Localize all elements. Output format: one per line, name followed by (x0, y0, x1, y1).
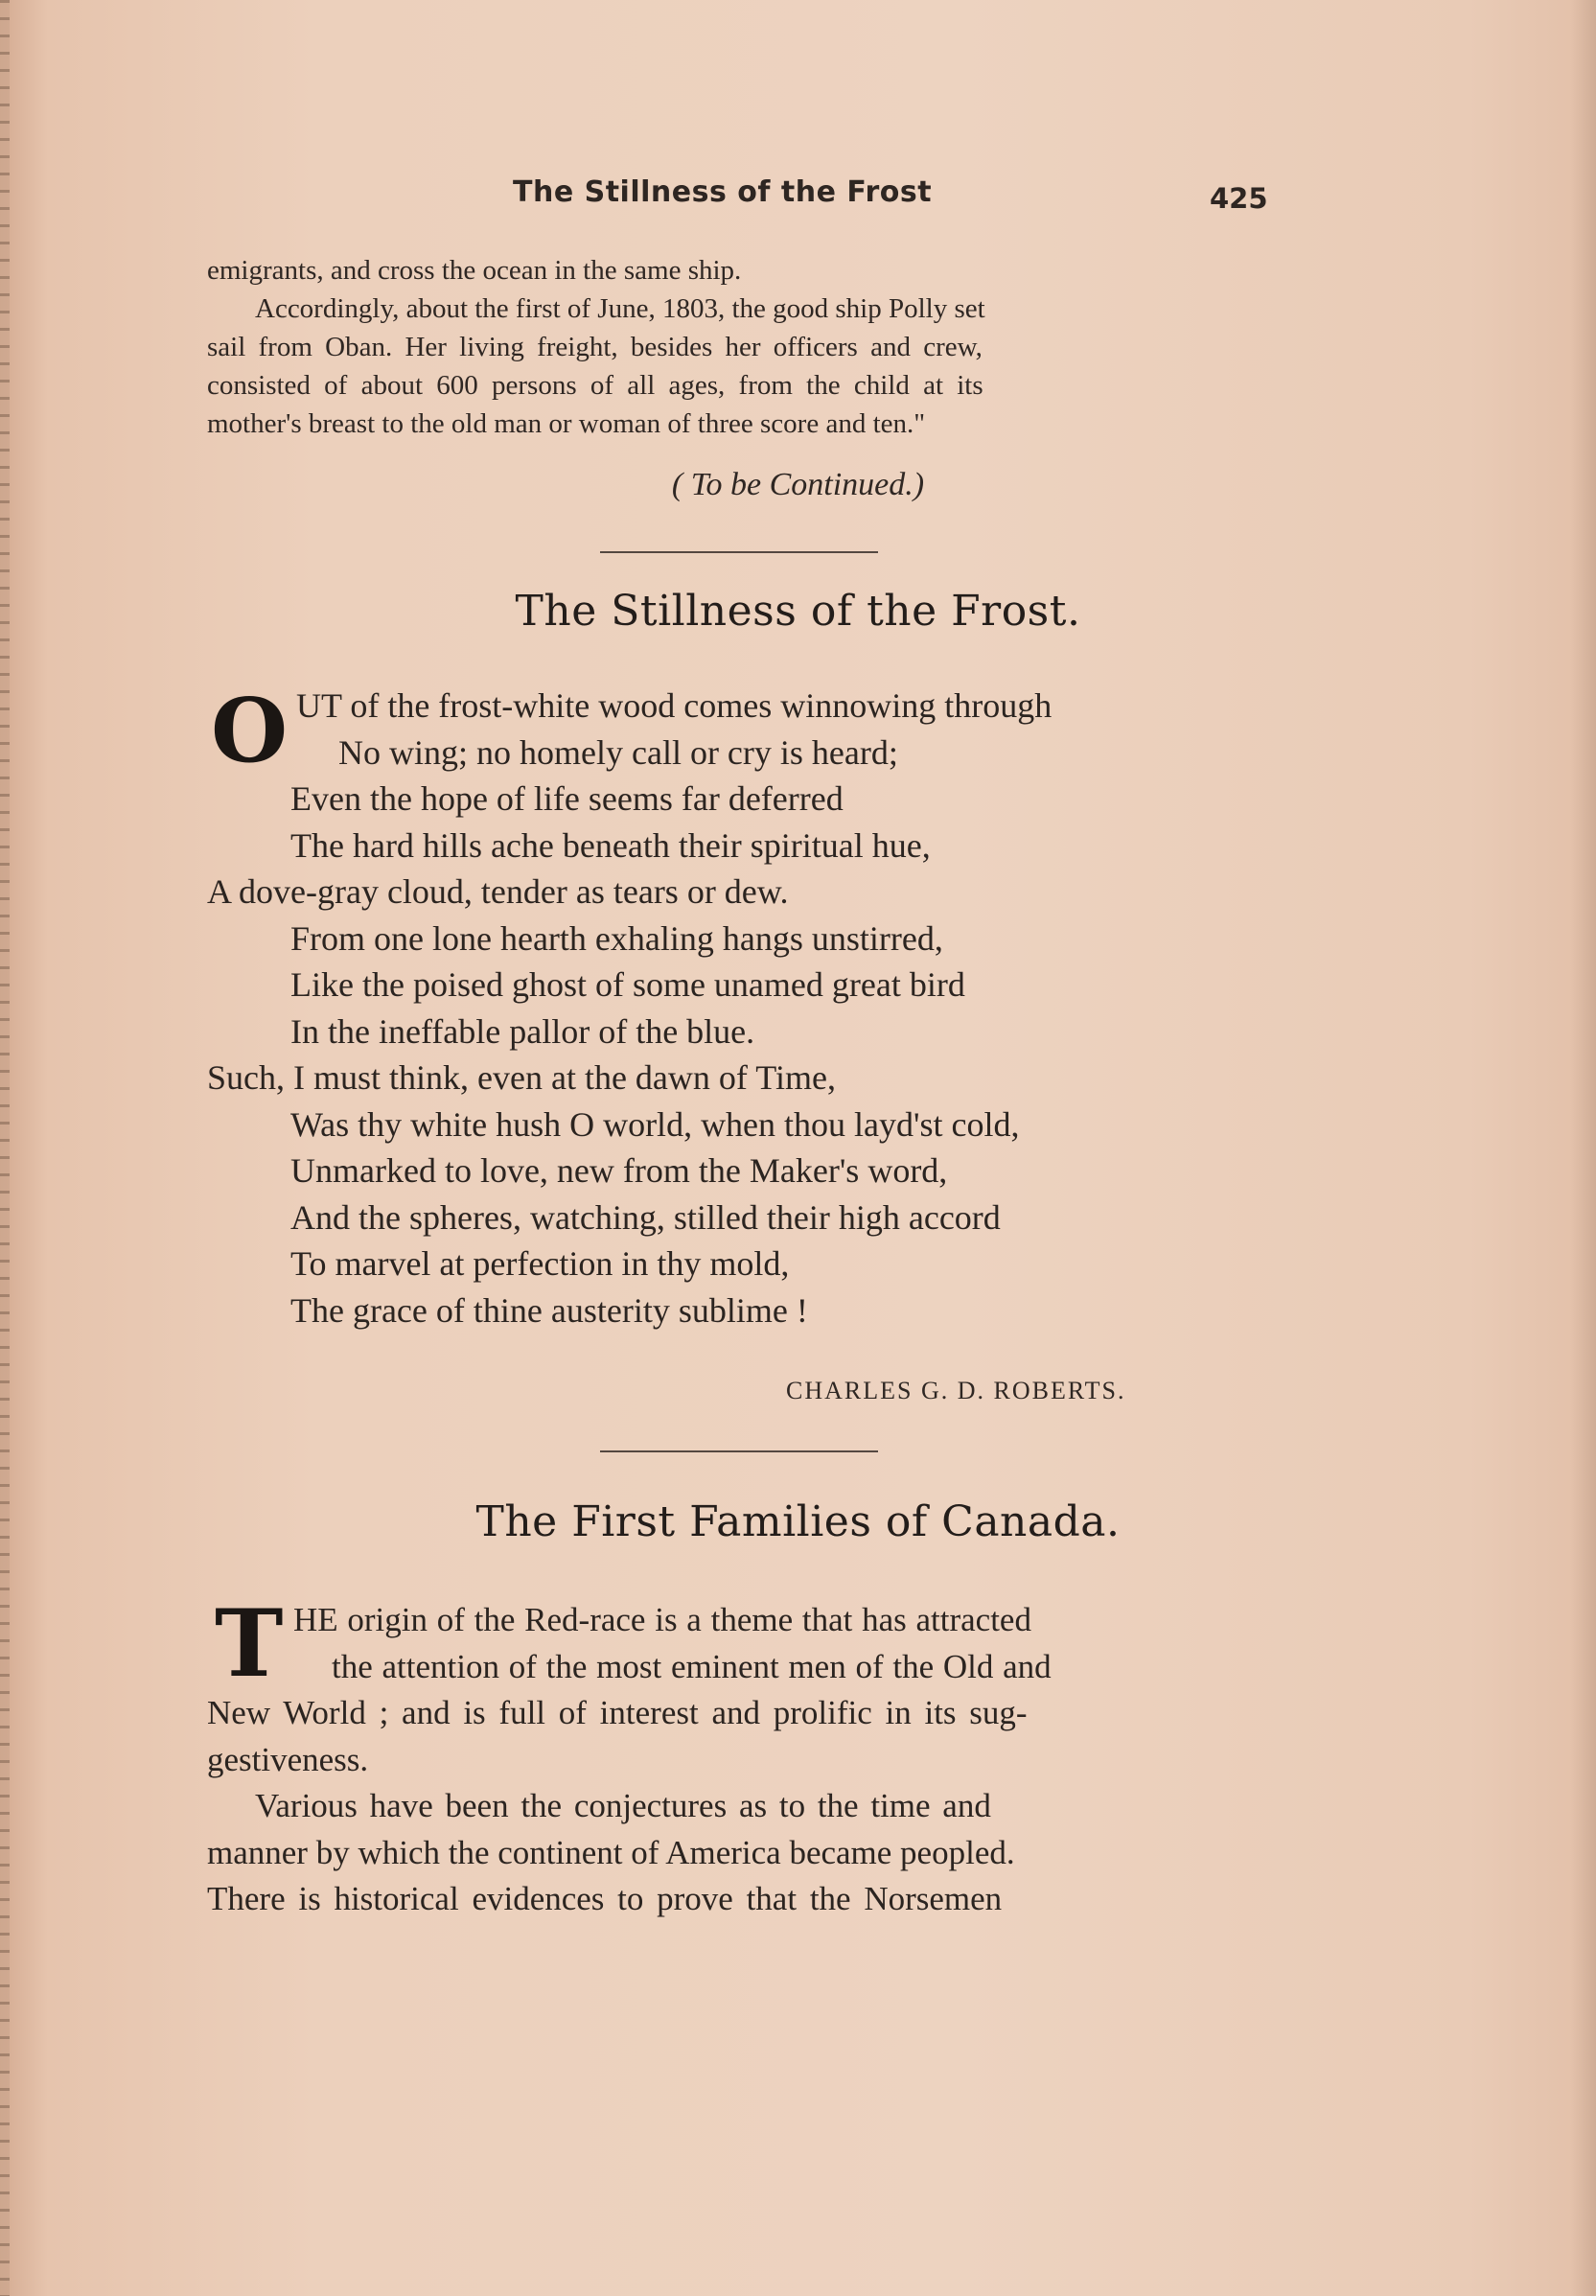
poem-line: Even the hope of life seems far deferred (290, 779, 844, 818)
poem-line: From one lone hearth exhaling hangs unstirred, (290, 918, 943, 958)
prose-line: emigrants, and cross the ocean in the same ship. (207, 255, 742, 286)
section-divider (600, 551, 878, 553)
article-title: The First Families of Canada. (475, 1497, 1121, 1546)
prose-line: sail from Oban. Her living freight, besides her officers and crew, (207, 332, 983, 362)
article-drop-cap: T (215, 1589, 284, 1698)
poem-title: The Stillness of the Frost. (515, 587, 1081, 636)
running-head: The Stillness of the Frost (513, 175, 933, 209)
poem-line: Unmarked to love, new from the Maker's word, (290, 1151, 948, 1190)
article-line: Various have been the conjectures as to the time and (255, 1787, 991, 1824)
poem-author: CHARLES G. D. ROBERTS. (786, 1377, 1126, 1404)
poem-line: No wing; no homely call or cry is heard; (338, 732, 898, 772)
article-line: There is historical evidences to prove that the Norsemen (207, 1880, 1003, 1917)
poem-line: And the spheres, watching, stilled their high accord (290, 1197, 1001, 1237)
page-spine-edge (0, 0, 10, 2296)
article-line: the attention of the most eminent men of the Old and (332, 1647, 1052, 1685)
poem-line: UT of the frost-white wood comes winnowing through (296, 686, 1052, 725)
previous-article-text (207, 251, 1271, 443)
article-line: gestiveness. (207, 1740, 369, 1778)
poem-line: Was thy white hush O world, when thou layd'st cold, (290, 1104, 1020, 1144)
page-right-edge (1571, 0, 1596, 2296)
article-line: New World ; and is full of interest and prolific in its sug- (207, 1694, 1028, 1731)
poem-line: Such, I must think, even at the dawn of Time, (207, 1058, 836, 1097)
poem-line: The hard hills ache beneath their spiritual hue, (290, 825, 931, 865)
prose-line: Accordingly, about the first of June, 1803, the good ship Polly set (255, 293, 985, 324)
page-number: 425 (1210, 182, 1268, 215)
poem-body (207, 679, 1281, 1334)
poem-line: In the ineffable pallor of the blue. (290, 1011, 755, 1051)
article-line: manner by which the continent of America became peopled. (207, 1833, 1015, 1871)
poem-line: A dove-gray cloud, tender as tears or dew. (207, 872, 789, 911)
article-line: HE origin of the Red-race is a theme that has attracted (293, 1601, 1031, 1638)
poem-line: Like the poised ghost of some unamed great bird (290, 965, 965, 1004)
poem-line: The grace of thine austerity sublime ! (290, 1290, 808, 1330)
article-body (207, 1589, 1271, 1923)
prose-line: consisted of about 600 persons of all ages, from the child at its (207, 370, 983, 401)
poem-drop-cap: O (211, 679, 289, 782)
continued-note: ( To be Continued.) (671, 467, 925, 502)
prose-line: mother's breast to the old man or woman of three score and ten." (207, 408, 926, 439)
poem-line: To marvel at perfection in thy mold, (290, 1244, 790, 1283)
section-divider (600, 1450, 878, 1452)
